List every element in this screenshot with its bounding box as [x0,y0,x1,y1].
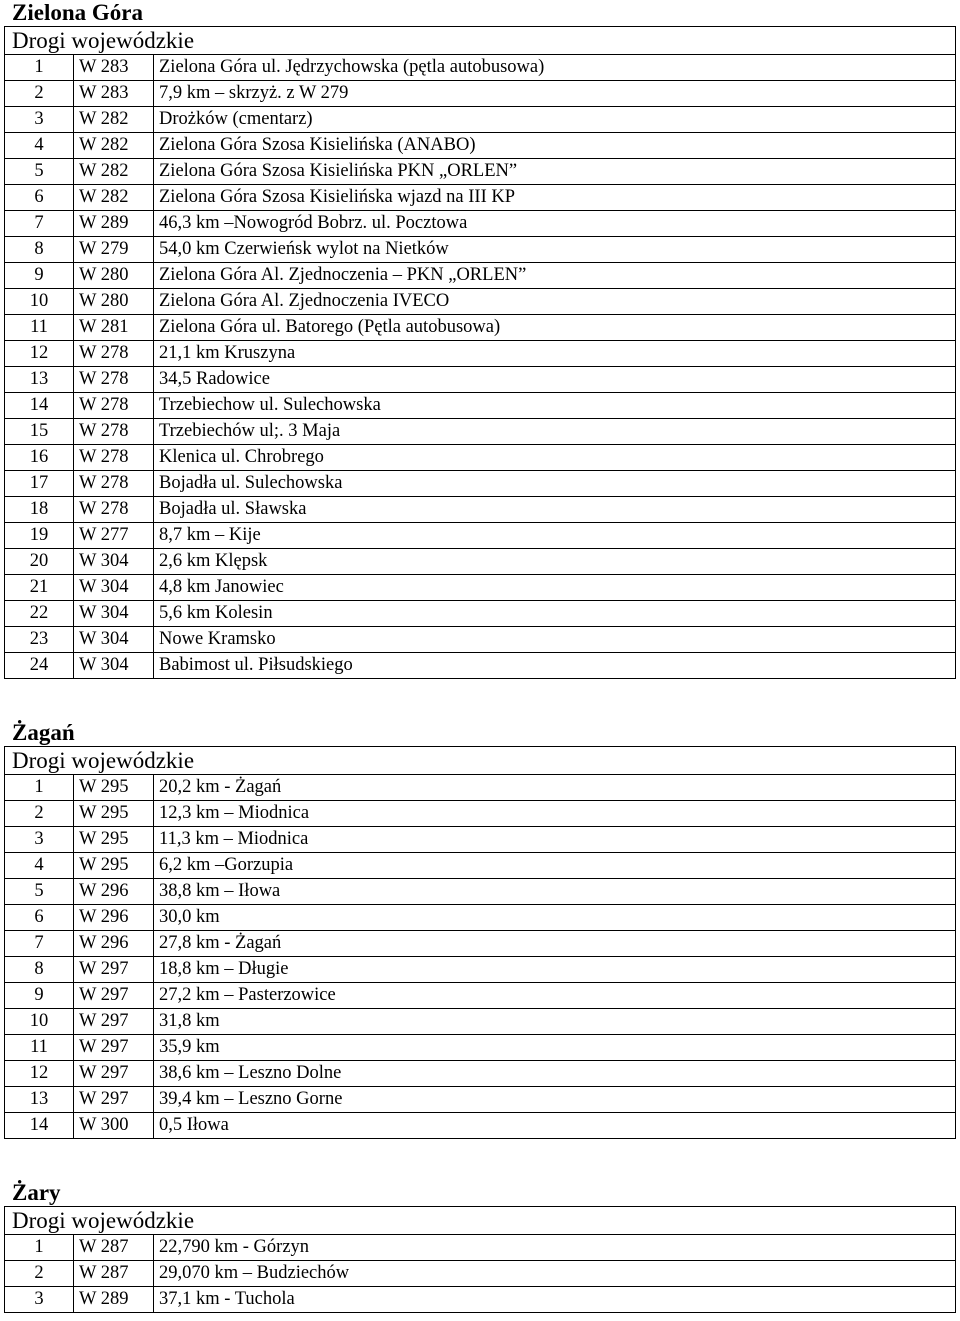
table-row [5,497,956,523]
road-code: W 289 [74,1287,154,1313]
row-number: 2 [5,1261,74,1287]
location: Bojadła ul. Sławska [154,497,956,523]
table-row [5,263,956,289]
location: 27,2 km – Pasterzowice [154,983,956,1009]
road-code: W 281 [74,315,154,341]
table-row [5,315,956,341]
row-number: 9 [5,263,74,289]
table-row [5,55,956,81]
location: Nowe Kramsko [154,627,956,653]
table-row [5,1035,956,1061]
location: Bojadła ul. Sulechowska [154,471,956,497]
road-code: W 282 [74,133,154,159]
table-header: Drogi wojewódzkie [5,27,956,55]
row-number: 11 [5,1035,74,1061]
road-code: W 297 [74,1009,154,1035]
row-number: 8 [5,957,74,983]
location: 22,790 km - Górzyn [154,1235,956,1261]
road-code: W 297 [74,1087,154,1113]
row-number: 11 [5,315,74,341]
road-code: W 277 [74,523,154,549]
row-number: 14 [5,393,74,419]
road-code: W 282 [74,159,154,185]
location: 6,2 km –Gorzupia [154,853,956,879]
road-code: W 295 [74,827,154,853]
location: 18,8 km – Długie [154,957,956,983]
row-number: 12 [5,1061,74,1087]
location: Klenica ul. Chrobrego [154,445,956,471]
row-number: 21 [5,575,74,601]
road-code: W 295 [74,775,154,801]
table-row [5,133,956,159]
road-code: W 280 [74,289,154,315]
row-number: 1 [5,775,74,801]
location: 11,3 km – Miodnica [154,827,956,853]
road-code: W 297 [74,983,154,1009]
row-number: 9 [5,983,74,1009]
row-number: 4 [5,133,74,159]
row-number: 3 [5,107,74,133]
table-row [5,211,956,237]
table-header-row [5,27,956,55]
location: 27,8 km - Żagań [154,931,956,957]
road-code: W 278 [74,419,154,445]
table-row [5,185,956,211]
table-header-row [5,747,956,775]
row-number: 3 [5,1287,74,1313]
location: 38,6 km – Leszno Dolne [154,1061,956,1087]
table-row [5,237,956,263]
location: Zielona Góra Al. Zjednoczenia IVECO [154,289,956,315]
table-row [5,983,956,1009]
road-code: W 278 [74,341,154,367]
location: 20,2 km - Żagań [154,775,956,801]
table-row [5,931,956,957]
table-row [5,1087,956,1113]
location: 39,4 km – Leszno Gorne [154,1087,956,1113]
table-row [5,1235,956,1261]
table-row [5,853,956,879]
road-code: W 280 [74,263,154,289]
location: 7,9 km – skrzyż. z W 279 [154,81,956,107]
row-number: 24 [5,653,74,679]
row-number: 18 [5,497,74,523]
table-row [5,289,956,315]
row-number: 1 [5,1235,74,1261]
table-header: Drogi wojewódzkie [5,1207,956,1235]
table-header: Drogi wojewódzkie [5,747,956,775]
road-code: W 304 [74,653,154,679]
row-number: 7 [5,931,74,957]
location: Zielona Góra ul. Jędrzychowska (pętla autobusowa) [154,55,956,81]
road-code: W 295 [74,801,154,827]
roads-table [4,26,956,679]
location: 0,5 Iłowa [154,1113,956,1139]
row-number: 3 [5,827,74,853]
location: Zielona Góra Szosa Kisielińska (ANABO) [154,133,956,159]
city-title: Żagań [12,720,75,745]
location: 2,6 km Klępsk [154,549,956,575]
table-row [5,1287,956,1313]
location: 12,3 km – Miodnica [154,801,956,827]
row-number: 13 [5,367,74,393]
road-code: W 279 [74,237,154,263]
row-number: 1 [5,55,74,81]
table-row [5,1261,956,1287]
location: 35,9 km [154,1035,956,1061]
row-number: 20 [5,549,74,575]
location: 8,7 km – Kije [154,523,956,549]
row-number: 5 [5,159,74,185]
table-row [5,393,956,419]
table-row [5,523,956,549]
row-number: 15 [5,419,74,445]
road-code: W 282 [74,185,154,211]
table-row [5,601,956,627]
row-number: 6 [5,905,74,931]
road-code: W 296 [74,879,154,905]
road-code: W 287 [74,1261,154,1287]
road-code: W 278 [74,497,154,523]
road-code: W 304 [74,627,154,653]
row-number: 5 [5,879,74,905]
location: 34,5 Radowice [154,367,956,393]
table-row [5,905,956,931]
row-number: 2 [5,801,74,827]
location: 30,0 km [154,905,956,931]
table-row [5,827,956,853]
road-code: W 289 [74,211,154,237]
table-row [5,801,956,827]
location: Babimost ul. Piłsudskiego [154,653,956,679]
location: 21,1 km Kruszyna [154,341,956,367]
table-row [5,419,956,445]
location: 54,0 km Czerwieńsk wylot na Nietków [154,237,956,263]
location: 4,8 km Janowiec [154,575,956,601]
road-code: W 278 [74,471,154,497]
table-row [5,159,956,185]
location: Zielona Góra Szosa Kisielińska wjazd na III KP [154,185,956,211]
row-number: 2 [5,81,74,107]
road-code: W 297 [74,957,154,983]
row-number: 10 [5,1009,74,1035]
table-row [5,81,956,107]
row-number: 12 [5,341,74,367]
roads-table [4,1206,956,1313]
row-number: 10 [5,289,74,315]
table-row [5,367,956,393]
table-row [5,1061,956,1087]
table-row [5,341,956,367]
row-number: 14 [5,1113,74,1139]
road-code: W 287 [74,1235,154,1261]
road-code: W 304 [74,601,154,627]
table-row [5,445,956,471]
location: 31,8 km [154,1009,956,1035]
roads-table [4,746,956,1139]
location: Drożków (cmentarz) [154,107,956,133]
row-number: 22 [5,601,74,627]
location: 46,3 km –Nowogród Bobrz. ul. Pocztowa [154,211,956,237]
row-number: 6 [5,185,74,211]
location: Zielona Góra Al. Zjednoczenia – PKN „ORLEN” [154,263,956,289]
row-number: 16 [5,445,74,471]
row-number: 8 [5,237,74,263]
location: 5,6 km Kolesin [154,601,956,627]
table-row [5,1009,956,1035]
location: 37,1 km - Tuchola [154,1287,956,1313]
table-row [5,957,956,983]
table-row [5,107,956,133]
row-number: 19 [5,523,74,549]
road-code: W 283 [74,81,154,107]
table-row [5,471,956,497]
table-row [5,775,956,801]
road-code: W 278 [74,393,154,419]
row-number: 23 [5,627,74,653]
road-code: W 296 [74,931,154,957]
table-row [5,575,956,601]
row-number: 4 [5,853,74,879]
city-title: Zielona Góra [12,0,143,25]
location: Trzebiechow ul. Sulechowska [154,393,956,419]
table-row [5,879,956,905]
road-code: W 297 [74,1061,154,1087]
road-code: W 278 [74,445,154,471]
table-row [5,653,956,679]
road-code: W 295 [74,853,154,879]
road-code: W 304 [74,575,154,601]
road-code: W 296 [74,905,154,931]
road-code: W 278 [74,367,154,393]
location: 29,070 km – Budziechów [154,1261,956,1287]
row-number: 13 [5,1087,74,1113]
table-row [5,549,956,575]
row-number: 7 [5,211,74,237]
road-code: W 300 [74,1113,154,1139]
road-code: W 283 [74,55,154,81]
table-row [5,1113,956,1139]
location: Trzebiechów ul;. 3 Maja [154,419,956,445]
road-code: W 282 [74,107,154,133]
location: 38,8 km – Iłowa [154,879,956,905]
location: Zielona Góra ul. Batorego (Pętla autobusowa) [154,315,956,341]
row-number: 17 [5,471,74,497]
road-code: W 304 [74,549,154,575]
table-row [5,627,956,653]
road-code: W 297 [74,1035,154,1061]
table-header-row [5,1207,956,1235]
location: Zielona Góra Szosa Kisielińska PKN „ORLEN” [154,159,956,185]
city-title: Żary [12,1180,61,1205]
